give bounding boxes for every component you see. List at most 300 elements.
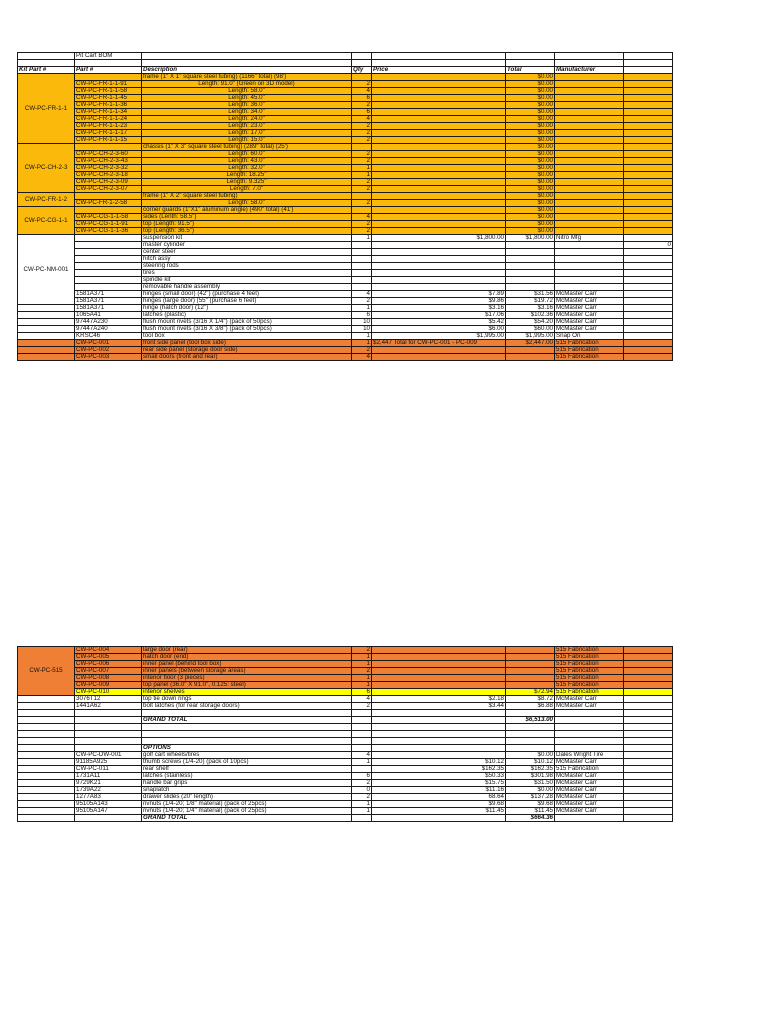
description-cell: suspension kit	[142, 235, 352, 242]
table-row	[18, 88, 673, 95]
part-number-cell: CW-PC-FR-1-1-36	[75, 102, 142, 109]
kit-part-cell: CW-PC-CG-1-1	[18, 207, 75, 235]
description-cell: top (Length: 91.5")	[142, 221, 352, 228]
total-cell: $0.00	[506, 74, 555, 81]
total-cell	[506, 347, 555, 354]
total-cell	[506, 354, 555, 361]
description-cell: Length: 23.0"	[142, 123, 352, 130]
description-cell: OPTIONS	[142, 745, 352, 752]
kit-part-cell	[18, 794, 75, 801]
price-cell	[372, 214, 506, 221]
manufacturer-cell	[555, 710, 624, 717]
description-cell: removable handle assembly	[142, 284, 352, 291]
total-cell	[506, 731, 555, 738]
header-qty: Qty	[352, 67, 372, 74]
price-cell	[372, 710, 506, 717]
extra-cell	[624, 158, 673, 165]
extra-cell	[624, 724, 673, 731]
manufacturer-cell	[555, 130, 624, 137]
total-cell: $0.00	[506, 172, 555, 179]
price-cell: $15.75	[372, 780, 506, 787]
table-row	[18, 221, 673, 228]
description-cell: GRAND TOTAL	[142, 815, 352, 822]
kit-part-cell	[18, 801, 75, 808]
part-number-cell: 97447A230	[75, 319, 142, 326]
price-cell: $11.45	[372, 808, 506, 815]
description-cell: rivnuts (1/4-20; 1/4" material) (pack of 25pcs)	[142, 808, 352, 815]
part-number-cell	[75, 270, 142, 277]
kit-part-cell: CW-PC-515	[18, 647, 75, 696]
kit-part-cell	[18, 759, 75, 766]
extra-cell	[624, 88, 673, 95]
extra-cell	[624, 116, 673, 123]
qty-cell	[352, 242, 372, 249]
total-cell: $0.00	[506, 186, 555, 193]
description-cell: Length: 17.0"	[142, 130, 352, 137]
table-row	[18, 214, 673, 221]
qty-cell: 2	[352, 221, 372, 228]
description-cell: Length: 60.0"	[142, 151, 352, 158]
qty-cell: 2	[352, 81, 372, 88]
manufacturer-cell: McMaster Carr	[555, 780, 624, 787]
description-cell: flush mount rivets (3/16 X 3/8") (pack of 50pcs)	[142, 326, 352, 333]
price-cell: $9.86	[372, 298, 506, 305]
qty-cell: 1	[352, 808, 372, 815]
kit-part-cell	[18, 738, 75, 745]
total-cell: $0.00	[506, 137, 555, 144]
extra-cell	[624, 95, 673, 102]
blank-cell	[624, 53, 673, 60]
part-number-cell	[75, 745, 142, 752]
manufacturer-cell	[555, 186, 624, 193]
part-number-cell	[75, 242, 142, 249]
qty-cell: 2	[352, 130, 372, 137]
extra-cell	[624, 710, 673, 717]
price-cell	[372, 137, 506, 144]
description-cell: hatch door (end)	[142, 654, 352, 661]
price-cell	[372, 200, 506, 207]
manufacturer-cell	[555, 731, 624, 738]
total-cell: $0.00	[506, 88, 555, 95]
extra-cell	[624, 654, 673, 661]
part-number-cell: KRSC46	[75, 333, 142, 340]
total-cell: $0.00	[506, 752, 555, 759]
price-cell: $50.33	[372, 773, 506, 780]
extra-cell	[624, 766, 673, 773]
extra-cell	[624, 675, 673, 682]
qty-cell	[352, 815, 372, 822]
table-row	[18, 808, 673, 815]
extra-cell: 0	[624, 242, 673, 249]
table-row	[18, 689, 673, 696]
qty-cell: 0	[352, 787, 372, 794]
price-cell	[372, 745, 506, 752]
total-cell	[506, 654, 555, 661]
table-row	[18, 242, 673, 249]
extra-cell	[624, 74, 673, 81]
price-cell	[372, 144, 506, 151]
qty-cell	[352, 731, 372, 738]
part-number-cell: CW-PC-FR-1-2-58	[75, 200, 142, 207]
price-cell	[372, 284, 506, 291]
part-number-cell: 1739A22	[75, 787, 142, 794]
price-cell	[372, 116, 506, 123]
description-cell: Length: 7.0"	[142, 186, 352, 193]
qty-cell: 1	[352, 172, 372, 179]
description-cell: Length: 43.0"	[142, 158, 352, 165]
extra-cell	[624, 109, 673, 116]
qty-cell: 2	[352, 347, 372, 354]
bom-sheet-top	[17, 52, 673, 361]
table-row	[18, 654, 673, 661]
part-number-cell: CW-PC-006	[75, 661, 142, 668]
blank-cell	[555, 60, 624, 67]
manufacturer-cell: McMaster Carr	[555, 291, 624, 298]
price-cell	[372, 815, 506, 822]
price-cell	[372, 263, 506, 270]
description-cell: rear shelf	[142, 766, 352, 773]
extra-cell	[624, 347, 673, 354]
total-cell: $301.98	[506, 773, 555, 780]
part-number-cell	[75, 249, 142, 256]
extra-cell	[624, 738, 673, 745]
part-number-cell	[75, 263, 142, 270]
extra-cell	[624, 200, 673, 207]
table-row	[18, 696, 673, 703]
blank-cell	[506, 53, 555, 60]
part-number-cell	[75, 277, 142, 284]
manufacturer-cell: 515 Fabrication	[555, 766, 624, 773]
price-cell	[372, 270, 506, 277]
total-cell: $664.36	[506, 815, 555, 822]
extra-cell	[624, 326, 673, 333]
qty-cell: 1	[352, 682, 372, 689]
total-cell: $10.12	[506, 759, 555, 766]
part-number-cell: CW-PC-FR-1-1-58	[75, 88, 142, 95]
table-row	[18, 815, 673, 822]
kit-part-cell	[18, 710, 75, 717]
qty-cell: 1	[352, 801, 372, 808]
manufacturer-cell	[555, 81, 624, 88]
manufacturer-cell: McMaster Carr	[555, 312, 624, 319]
description-cell: large door (rear)	[142, 647, 352, 654]
total-cell: $137.28	[506, 794, 555, 801]
description-cell: Length: 91.0" (Green on 3D model)	[142, 81, 352, 88]
table-row	[18, 256, 673, 263]
extra-cell	[624, 787, 673, 794]
table-row	[18, 752, 673, 759]
qty-cell	[352, 717, 372, 724]
price-cell	[372, 88, 506, 95]
manufacturer-cell	[555, 284, 624, 291]
manufacturer-cell	[555, 137, 624, 144]
qty-cell: 6	[352, 95, 372, 102]
table-row	[18, 95, 673, 102]
total-cell	[506, 682, 555, 689]
part-number-cell	[75, 144, 142, 151]
description-cell: flush mount rivets (3/16 X 1/4") (pack of 50pcs)	[142, 319, 352, 326]
price-cell: $17.06	[372, 312, 506, 319]
manufacturer-cell	[555, 724, 624, 731]
table-row	[18, 354, 673, 361]
total-cell: $102.36	[506, 312, 555, 319]
price-cell: $3.16	[372, 305, 506, 312]
description-cell: sides (Lenth: 58.5")	[142, 214, 352, 221]
part-number-cell: CW-PC-FR-1-1-17	[75, 130, 142, 137]
header-mfr: Manufacturer	[555, 67, 624, 74]
price-cell	[372, 682, 506, 689]
table-row	[18, 724, 673, 731]
table-row	[18, 200, 673, 207]
extra-cell	[624, 312, 673, 319]
qty-cell: 2	[352, 137, 372, 144]
table-row	[18, 703, 673, 710]
part-number-cell: CW-PC-001	[75, 340, 142, 347]
manufacturer-cell	[555, 200, 624, 207]
price-cell	[372, 221, 506, 228]
total-cell	[506, 263, 555, 270]
description-cell: Length: 58.0"	[142, 88, 352, 95]
qty-cell: 4	[352, 116, 372, 123]
total-cell: $0.00	[506, 214, 555, 221]
qty-cell: 2	[352, 780, 372, 787]
part-number-cell: CW-PC-CH-2-3-09	[75, 179, 142, 186]
price-cell: $7.89	[372, 291, 506, 298]
qty-cell: 6	[352, 109, 372, 116]
extra-cell	[624, 815, 673, 822]
total-cell: $0.00	[506, 109, 555, 116]
description-cell: thumb screws (1/4-20) (pack of 10pcs)	[142, 759, 352, 766]
extra-cell	[624, 305, 673, 312]
part-number-cell	[75, 738, 142, 745]
total-cell: $162.35	[506, 766, 555, 773]
description-cell: latches (stainless)	[142, 773, 352, 780]
manufacturer-cell	[555, 717, 624, 724]
extra-cell	[624, 780, 673, 787]
manufacturer-cell	[555, 74, 624, 81]
part-number-cell	[75, 74, 142, 81]
part-number-cell: 1277A83	[75, 794, 142, 801]
extra-cell	[624, 179, 673, 186]
part-number-cell: CW-PC-005	[75, 654, 142, 661]
qty-cell	[352, 745, 372, 752]
total-cell: $0.00	[506, 200, 555, 207]
kit-part-cell	[18, 347, 75, 354]
part-number-cell: CW-PC-FR-1-1-91	[75, 81, 142, 88]
description-cell	[142, 724, 352, 731]
table-row	[18, 710, 673, 717]
part-number-cell	[75, 193, 142, 200]
price-cell	[372, 668, 506, 675]
manufacturer-cell: 515 Fabrication	[555, 668, 624, 675]
part-number-cell: 1581A371	[75, 305, 142, 312]
manufacturer-cell	[555, 745, 624, 752]
part-number-cell: CW-PC-002	[75, 347, 142, 354]
qty-cell	[352, 284, 372, 291]
bom-table-top	[17, 52, 673, 361]
description-cell: small doors (front and rear)	[142, 354, 352, 361]
manufacturer-cell	[555, 193, 624, 200]
total-cell: $60.00	[506, 326, 555, 333]
kit-part-cell	[18, 787, 75, 794]
manufacturer-cell: McMaster Carr	[555, 298, 624, 305]
qty-cell: 1	[352, 305, 372, 312]
header-row	[18, 67, 673, 74]
qty-cell: 4	[352, 291, 372, 298]
extra-cell	[624, 172, 673, 179]
part-number-cell	[75, 724, 142, 731]
description-cell: hinges (small door) (42") (purchase 4 feet)	[142, 291, 352, 298]
table-row	[18, 207, 673, 214]
price-cell	[372, 752, 506, 759]
price-cell	[372, 717, 506, 724]
manufacturer-cell: 515 Fabrication	[555, 682, 624, 689]
table-row	[18, 347, 673, 354]
price-cell	[372, 151, 506, 158]
extra-cell	[624, 298, 673, 305]
table-row	[18, 291, 673, 298]
total-cell: $0.00	[506, 151, 555, 158]
kit-part-cell	[18, 808, 75, 815]
price-cell: 68.64	[372, 794, 506, 801]
qty-cell	[352, 263, 372, 270]
table-row	[18, 151, 673, 158]
qty-cell: 4	[352, 354, 372, 361]
total-cell: $11.45	[506, 808, 555, 815]
manufacturer-cell	[555, 165, 624, 172]
extra-cell	[624, 703, 673, 710]
table-row	[18, 172, 673, 179]
bom-sheet-bottom	[17, 646, 673, 822]
extra-cell	[624, 284, 673, 291]
extra-cell	[624, 759, 673, 766]
blank-row	[18, 60, 673, 67]
total-cell: $1,995.00	[506, 333, 555, 340]
qty-cell	[352, 710, 372, 717]
description-cell: center steer	[142, 249, 352, 256]
extra-cell	[624, 193, 673, 200]
qty-cell	[352, 277, 372, 284]
part-number-cell: 95105A143	[75, 801, 142, 808]
qty-cell	[352, 207, 372, 214]
part-number-cell: 9729K21	[75, 780, 142, 787]
extra-cell	[624, 773, 673, 780]
qty-cell	[352, 270, 372, 277]
price-cell	[372, 354, 506, 361]
price-cell: $10.12	[372, 759, 506, 766]
header-desc: Description	[142, 67, 352, 74]
manufacturer-cell	[555, 144, 624, 151]
price-cell	[372, 242, 506, 249]
manufacturer-cell	[555, 102, 624, 109]
total-cell: $0.00	[506, 95, 555, 102]
price-cell	[372, 689, 506, 696]
description-cell: Length: 32.0"	[142, 165, 352, 172]
manufacturer-cell: McMaster Carr	[555, 787, 624, 794]
total-cell: $0.00	[506, 158, 555, 165]
total-cell: $0.00	[506, 787, 555, 794]
price-cell	[372, 74, 506, 81]
extra-cell	[624, 661, 673, 668]
manufacturer-cell	[555, 172, 624, 179]
description-cell: top tie down rings	[142, 696, 352, 703]
description-cell: inner panel (behind tool box)	[142, 661, 352, 668]
kit-part-cell	[18, 326, 75, 333]
qty-cell: 6	[352, 689, 372, 696]
blank-cell	[142, 60, 352, 67]
manufacturer-cell: 515 Fabrication	[555, 675, 624, 682]
qty-cell: 4	[352, 88, 372, 95]
description-cell: interior shelves	[142, 689, 352, 696]
qty-cell: 1	[352, 661, 372, 668]
part-number-cell: CW-PC-CH-2-3-18	[75, 172, 142, 179]
total-cell: $54.20	[506, 319, 555, 326]
manufacturer-cell	[555, 256, 624, 263]
total-cell: $0.00	[506, 130, 555, 137]
manufacturer-cell: McMaster Carr	[555, 808, 624, 815]
part-number-cell: CW-PC-011	[75, 766, 142, 773]
qty-cell	[352, 249, 372, 256]
total-cell: $0.00	[506, 179, 555, 186]
kit-part-cell	[18, 354, 75, 361]
description-cell: GRAND TOTAL	[142, 717, 352, 724]
total-cell	[506, 710, 555, 717]
total-cell: $31.56	[506, 291, 555, 298]
kit-part-cell	[18, 745, 75, 752]
manufacturer-cell: 515 Fabrication	[555, 340, 624, 347]
extra-cell	[624, 752, 673, 759]
qty-cell: 1	[352, 165, 372, 172]
extra-cell	[624, 102, 673, 109]
table-row	[18, 717, 673, 724]
description-cell: chassis (1" X 3" square steel tubing) (289" total) (25')	[142, 144, 352, 151]
manufacturer-cell	[555, 123, 624, 130]
header-part: Part #	[75, 67, 142, 74]
table-row	[18, 158, 673, 165]
price-cell	[372, 256, 506, 263]
table-row	[18, 340, 673, 347]
header-price: Price	[372, 67, 506, 74]
table-row	[18, 738, 673, 745]
kit-part-cell	[18, 333, 75, 340]
kit-part-cell	[18, 766, 75, 773]
extra-cell	[624, 319, 673, 326]
description-cell: Length: 58.0"	[142, 200, 352, 207]
table-row	[18, 263, 673, 270]
kit-part-cell	[18, 340, 75, 347]
blank-cell	[18, 53, 75, 60]
part-number-cell: CW-PC-004	[75, 647, 142, 654]
part-number-cell: 91185A925	[75, 759, 142, 766]
table-row	[18, 270, 673, 277]
description-cell: Length: 9.325"	[142, 179, 352, 186]
description-cell: drawer slides (20" length)	[142, 794, 352, 801]
extra-cell	[624, 717, 673, 724]
qty-cell: 2	[352, 298, 372, 305]
extra-cell	[624, 808, 673, 815]
blank-cell	[18, 60, 75, 67]
part-number-cell: CW-PC-CH-2-3-07	[75, 186, 142, 193]
description-cell: Length: 36.0"	[142, 102, 352, 109]
total-cell: $6,513.00	[506, 717, 555, 724]
table-row	[18, 766, 673, 773]
total-cell: $19.72	[506, 298, 555, 305]
part-number-cell: CW-PC-010	[75, 689, 142, 696]
description-cell: front side panel (tool box side)	[142, 340, 352, 347]
total-cell: $0.00	[506, 116, 555, 123]
part-number-cell: 95105A147	[75, 808, 142, 815]
extra-cell	[624, 731, 673, 738]
